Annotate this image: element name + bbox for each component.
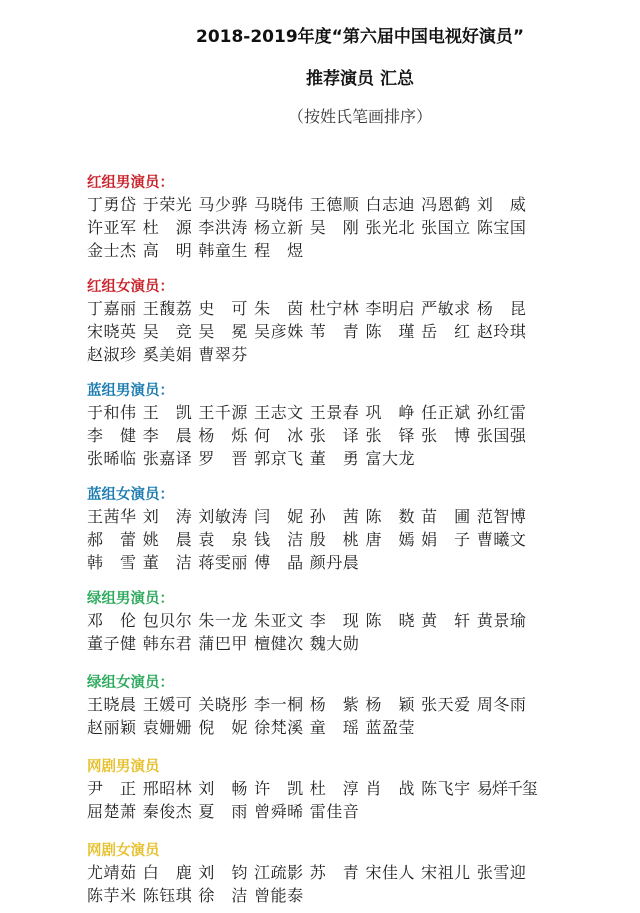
nominee-name: 刘 钧 (198, 863, 248, 882)
section-heading: 网剧男演员 (87, 759, 160, 775)
nominee-name: 李 健 (87, 426, 137, 445)
nominee-name: 何 冰 (254, 426, 304, 445)
nominee-name: 王晓晨 (87, 695, 137, 714)
nominee-name: 李明启 (365, 299, 415, 318)
nominee-name: 徐梵溪 (254, 718, 304, 737)
nominee-name: 姚 晨 (142, 530, 193, 549)
nominee-name: 吴彦姝 (254, 322, 304, 341)
nominee-name: 马少骅 (198, 195, 248, 214)
nominee-name: 王景春 (309, 403, 360, 422)
section-heading: 网剧女演员 (87, 843, 160, 859)
nominee-name: 韩东君 (142, 634, 193, 653)
section-heading: 红组男演员： (87, 175, 174, 191)
nominee-name: 许亚军 (87, 218, 137, 237)
nominee-name: 杨 昆 (476, 299, 527, 318)
nominee-name: 韩 雪 (87, 553, 137, 572)
nominee-name: 江疏影 (254, 863, 304, 882)
nominee-name: 吴 冕 (198, 322, 248, 341)
nominee-name: 程 煜 (254, 241, 304, 260)
nominee-section (87, 842, 533, 907)
nominee-name: 张光北 (365, 218, 415, 237)
nominee-name: 肖 战 (365, 779, 415, 798)
nominee-name: 张国立 (421, 218, 471, 237)
nominee-section (87, 674, 533, 739)
section-heading: 蓝组女演员： (87, 487, 174, 503)
nominee-name: 宋佳人 (365, 863, 415, 882)
nominee-name: 魏大勋 (309, 634, 360, 653)
nominee-name: 李 晨 (142, 426, 193, 445)
nominee-name: 吴 刚 (309, 218, 360, 237)
name-list (87, 861, 533, 907)
nominee-name: 朱亚文 (254, 611, 304, 630)
nominee-name: 马晓伟 (254, 195, 304, 214)
nominee-name: 包贝尔 (142, 611, 193, 630)
nominee-name: 秦俊杰 (142, 802, 193, 821)
section-heading: 蓝组男演员： (87, 383, 174, 399)
nominee-name: 丁嘉丽 (87, 299, 137, 318)
nominee-name: 黄 轩 (421, 611, 471, 630)
nominee-name: 袁姗姗 (142, 718, 193, 737)
nominee-name: 王 凯 (142, 403, 193, 422)
nominee-name: 王馥荔 (142, 299, 193, 318)
nominee-name: 陈 瑾 (365, 322, 415, 341)
nominee-name: 黄景瑜 (476, 611, 527, 630)
nominee-name: 刘 威 (476, 195, 527, 214)
name-list (87, 297, 533, 366)
section-heading: 绿组男演员： (87, 591, 174, 607)
nominee-name: 张雪迎 (476, 863, 527, 882)
nominee-name: 陈钰琪 (142, 886, 193, 905)
nominee-name: 王德顺 (309, 195, 360, 214)
nominee-name: 张晞临 (87, 449, 137, 468)
nominee-name: 王志文 (254, 403, 304, 422)
nominee-name: 殷 桃 (309, 530, 360, 549)
nominee-name: 王千源 (198, 403, 248, 422)
nominee-name: 范智博 (476, 507, 527, 526)
sort-note: （按姓氏笔画排序） (287, 107, 432, 126)
nominee-name: 董 勇 (309, 449, 360, 468)
nominee-name: 董 洁 (142, 553, 193, 572)
nominee-name: 张嘉译 (142, 449, 193, 468)
nominee-name: 钱 洁 (254, 530, 304, 549)
nominee-name: 曹翠芬 (198, 345, 248, 364)
nominee-name: 李一桐 (254, 695, 304, 714)
document-subtitle: 推荐演员 汇总 (306, 69, 414, 89)
nominee-name: 苇 青 (309, 322, 360, 341)
nominee-name: 富大龙 (365, 449, 415, 468)
nominee-name: 童 瑶 (309, 718, 360, 737)
nominee-name: 李洪涛 (198, 218, 248, 237)
nominee-name: 宋祖儿 (421, 863, 471, 882)
nominee-name: 孙红雷 (476, 403, 527, 422)
nominee-name: 徐 洁 (198, 886, 248, 905)
nominee-name: 杜宁林 (309, 299, 360, 318)
nominee-section (87, 174, 533, 262)
nominee-name: 陈 数 (365, 507, 415, 526)
nominee-name: 杜 源 (142, 218, 193, 237)
nominee-name: 罗 晋 (198, 449, 248, 468)
nominee-name: 陈飞宇 (421, 779, 471, 798)
nominee-name: 李 现 (309, 611, 360, 630)
name-list (87, 193, 533, 262)
nominee-name: 尹 正 (87, 779, 137, 798)
nominee-name: 张天爱 (421, 695, 471, 714)
nominee-section (87, 486, 533, 574)
nominee-name: 邓 伦 (87, 611, 137, 630)
nominee-name: 刘敏涛 (198, 507, 248, 526)
nominee-name: 杨立新 (254, 218, 304, 237)
nominee-name: 袁 泉 (198, 530, 248, 549)
nominee-name: 檀健次 (254, 634, 304, 653)
nominee-name: 白 鹿 (142, 863, 193, 882)
nominee-name: 于荣光 (142, 195, 193, 214)
nominee-name: 陈 晓 (365, 611, 415, 630)
nominee-name: 韩童生 (198, 241, 248, 260)
nominee-name: 邢昭林 (142, 779, 193, 798)
nominee-name: 曾舜晞 (254, 802, 304, 821)
nominee-name: 关晓彤 (198, 695, 248, 714)
section-heading: 红组女演员： (87, 279, 174, 295)
nominee-name: 郝 蕾 (87, 530, 137, 549)
nominee-name: 颜丹晨 (309, 553, 360, 572)
name-list (87, 401, 533, 470)
nominee-name: 张 译 (309, 426, 360, 445)
nominee-name: 屈楚萧 (87, 802, 137, 821)
nominee-name: 傅 晶 (254, 553, 304, 572)
nominee-name: 尤靖茹 (87, 863, 137, 882)
nominee-name: 白志迪 (365, 195, 415, 214)
name-list (87, 777, 537, 823)
nominee-name: 于和伟 (87, 403, 137, 422)
nominee-name: 严敏求 (421, 299, 471, 318)
nominee-name: 曹曦文 (476, 530, 527, 549)
nominee-name: 杨 紫 (309, 695, 360, 714)
nominee-name: 雷佳音 (309, 802, 360, 821)
nominee-name: 杨 颖 (365, 695, 415, 714)
nominee-name: 宋晓英 (87, 322, 137, 341)
nominee-name: 岳 红 (421, 322, 471, 341)
nominee-name: 孙 茜 (309, 507, 360, 526)
name-list (87, 505, 533, 574)
nominee-name: 陈宝国 (476, 218, 527, 237)
nominee-name: 丁勇岱 (87, 195, 137, 214)
nominee-name: 易烊千玺 (476, 779, 537, 798)
nominee-name: 赵玲琪 (476, 322, 527, 341)
nominee-name: 蒋雯丽 (198, 553, 248, 572)
nominee-name: 倪 妮 (198, 718, 248, 737)
nominee-name: 朱一龙 (198, 611, 248, 630)
nominee-name: 王茜华 (87, 507, 137, 526)
nominee-name: 吴 竞 (142, 322, 193, 341)
nominee-name: 刘 畅 (198, 779, 248, 798)
nominee-name: 蒲巴甲 (198, 634, 248, 653)
nominee-name: 许 凯 (254, 779, 304, 798)
nominee-name: 张 铎 (365, 426, 415, 445)
nominee-name: 曾能泰 (254, 886, 304, 905)
nominee-name: 刘 涛 (142, 507, 193, 526)
nominee-name: 董子健 (87, 634, 137, 653)
nominee-name: 娟 子 (421, 530, 471, 549)
name-list (87, 693, 533, 739)
nominee-name: 金士杰 (87, 241, 137, 260)
section-heading: 绿组女演员： (87, 675, 174, 691)
nominee-name: 苏 青 (309, 863, 360, 882)
nominee-name: 赵淑珍 (87, 345, 137, 364)
nominee-name: 杨 烁 (198, 426, 248, 445)
nominee-name: 赵丽颖 (87, 718, 137, 737)
nominee-name: 奚美娟 (142, 345, 193, 364)
nominee-name: 张国强 (476, 426, 527, 445)
nominee-name: 高 明 (142, 241, 193, 260)
nominee-section (87, 278, 533, 366)
nominee-name: 杜 淳 (309, 779, 360, 798)
nominee-name: 任正斌 (421, 403, 471, 422)
nominee-section (87, 758, 537, 823)
nominee-name: 唐 嫣 (365, 530, 415, 549)
nominee-section (87, 590, 533, 655)
nominee-name: 蓝盈莹 (365, 718, 415, 737)
nominee-name: 周冬雨 (476, 695, 527, 714)
nominee-name: 夏 雨 (198, 802, 248, 821)
nominee-name: 陈芋米 (87, 886, 137, 905)
nominee-name: 郭京飞 (254, 449, 304, 468)
document-title: 2018-2019年度“第六届中国电视好演员” (195, 27, 525, 47)
name-list (87, 609, 533, 655)
nominee-name: 闫 妮 (254, 507, 304, 526)
nominee-name: 王媛可 (142, 695, 193, 714)
nominee-name: 冯恩鹤 (421, 195, 471, 214)
nominee-name: 朱 茵 (254, 299, 304, 318)
nominee-name: 史 可 (198, 299, 248, 318)
nominee-name: 张 博 (421, 426, 471, 445)
nominee-name: 苗 圃 (421, 507, 471, 526)
nominee-section (87, 382, 533, 470)
nominee-name: 巩 峥 (365, 403, 415, 422)
